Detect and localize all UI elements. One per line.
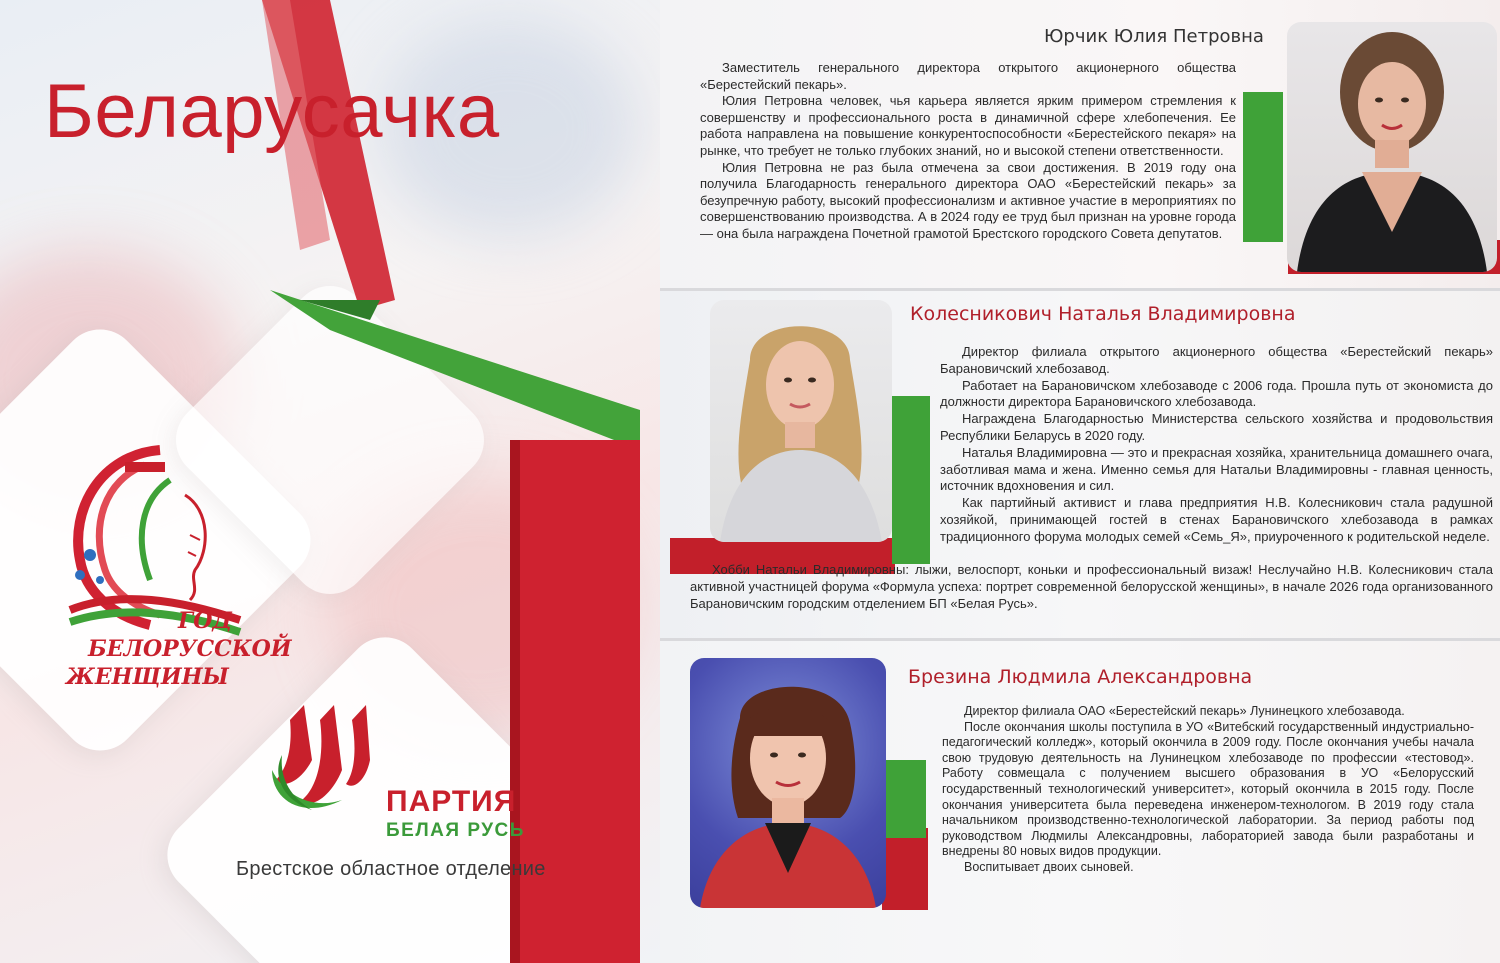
profile-paragraph: Награждена Благодарностью Министерства сельского хозяйства и продовольствия Республики Беларусь в 2020 году. xyxy=(940,411,1493,443)
profile-paragraph: Директор филиала открытого акционерного общества «Берестейский пекарь» Барановичский хлебозавод. xyxy=(940,344,1493,376)
accent-green xyxy=(1243,92,1283,242)
profiles-page xyxy=(660,0,1500,963)
portrait-illustration xyxy=(690,658,886,908)
cover-title: Беларусачка xyxy=(44,69,500,154)
year-logo xyxy=(50,440,292,700)
profile-section xyxy=(660,0,1500,288)
party-name: ПАРТИЯ xyxy=(386,785,517,818)
profile-paragraph: Директор филиала ОАО «Берестейский пекарь» Лунинецкого хлебозавода. xyxy=(964,704,1405,718)
profile-paragraph: Воспитывает двоих сыновей. xyxy=(964,859,1134,874)
year-logo-line2: БЕЛОРУССКОЙ xyxy=(88,636,292,662)
portrait-illustration xyxy=(710,300,892,542)
accent-green xyxy=(892,396,930,564)
profile-paragraph: Юлия Петровна не раз была отмечена за свои достижения. В 2019 году она получила Благодарность генерального директора ОАО «Берестейский пекарь» за безупречную работу, высокий профессионализм и активное участие в мероприятиях по совершенствованию производства. А в 2024 году ее труд был признан на уровне города — она была награждена Почетной грамотой Брестского городского Совета депутатов. xyxy=(700,159,1236,241)
profile-paragraph: Наталья Владимировна — это и прекрасная хозяйка, хранительница домашнего очага, заботливая мама и жена. Именно семья для Натальи Владимировны - главная ценность, источник вдохновения и сил. xyxy=(940,444,1493,494)
year-logo-line1: ГОД xyxy=(178,608,232,634)
profile-text-wide xyxy=(690,562,1493,612)
profile-text xyxy=(940,344,1493,546)
profile-paragraph: Заместитель генерального директора открытого акционерного общества «Берестейский пекарь». xyxy=(700,60,1236,92)
profile-text xyxy=(942,704,1474,876)
profile-paragraph: Как партийный активист и глава предприятия Н.В. Колесникович стала радушной хозяйкой, принимающей гостей в стенах Барановичского хлебозавода в рамках традиционного форума молодых семей «Семь_Я», приуроченного к родительской неделе. xyxy=(940,495,1493,544)
profile-paragraph: Юлия Петровна человек, чья карьера является ярким примером стремления к совершенству и профессионального роста в динамичной сфере хлебопечения. Ее работа направлена на повышение конкурентоспособности «Берестейского пекаря» на рынке, что требует не только глубоких знаний, но и высокой степени ответственности. xyxy=(700,93,1236,158)
profile-paragraph: Хобби Натальи Владимировны: лыжи, велоспорт, коньки и профессиональный визаж! Неслучайно Н.В. Колесникович стала активной участницей форума «Формула успеха: портрет современной белорусской женщины», в начале 2026 года организованного Барановичским городским отделением БП «Белая Русь». xyxy=(690,562,1493,611)
profile-name: Брезина Людмила Александровна xyxy=(908,666,1253,688)
branch-caption: Брестское областное отделение xyxy=(236,858,546,880)
profile-section xyxy=(660,288,1500,638)
accent-green xyxy=(882,760,926,838)
profile-photo xyxy=(690,658,886,908)
profile-photo xyxy=(1287,22,1497,272)
profile-paragraph: После окончания школы поступила в УО «Витебский государственный индустриально-педагогический колледж», который окончила в 2009 году. После окончания учебы начала свою трудовую деятельность на Лунинецком хлебозаводе по профессии «тестовод». Работу совмещала с получением высшего образования в УО «Белорусский государственный технологический университет», который окончила в 2015 году. После окончания университета была переведена инженером-технологом. В 2019 году стала начальником производственно-технологической лаборатории. За период работы под руководством Людмилы Александровны, лабораторией завода были разработаны и внедрены 80 новых видов продукции. xyxy=(942,719,1474,859)
party-logo-icon xyxy=(262,700,387,825)
cover-page xyxy=(0,0,660,963)
profile-name: Юрчик Юлия Петровна xyxy=(1044,26,1264,47)
year-logo-line3: ЖЕНЩИНЫ xyxy=(66,664,229,690)
portrait-illustration xyxy=(1287,22,1497,272)
accent-red xyxy=(882,828,928,910)
section-divider xyxy=(660,288,1500,291)
profile-photo xyxy=(710,300,892,542)
profile-paragraph: Работает на Барановичском хлебозаводе с 2006 года. Прошла путь от экономиста до должности директора Барановичского хлебозавода. xyxy=(940,377,1493,410)
section-divider xyxy=(660,638,1500,641)
profile-text xyxy=(700,60,1236,243)
profile-section xyxy=(660,638,1500,963)
party-subtitle: БЕЛАЯ РУСЬ xyxy=(386,820,525,841)
profile-name: Колесникович Наталья Владимировна xyxy=(910,303,1296,325)
